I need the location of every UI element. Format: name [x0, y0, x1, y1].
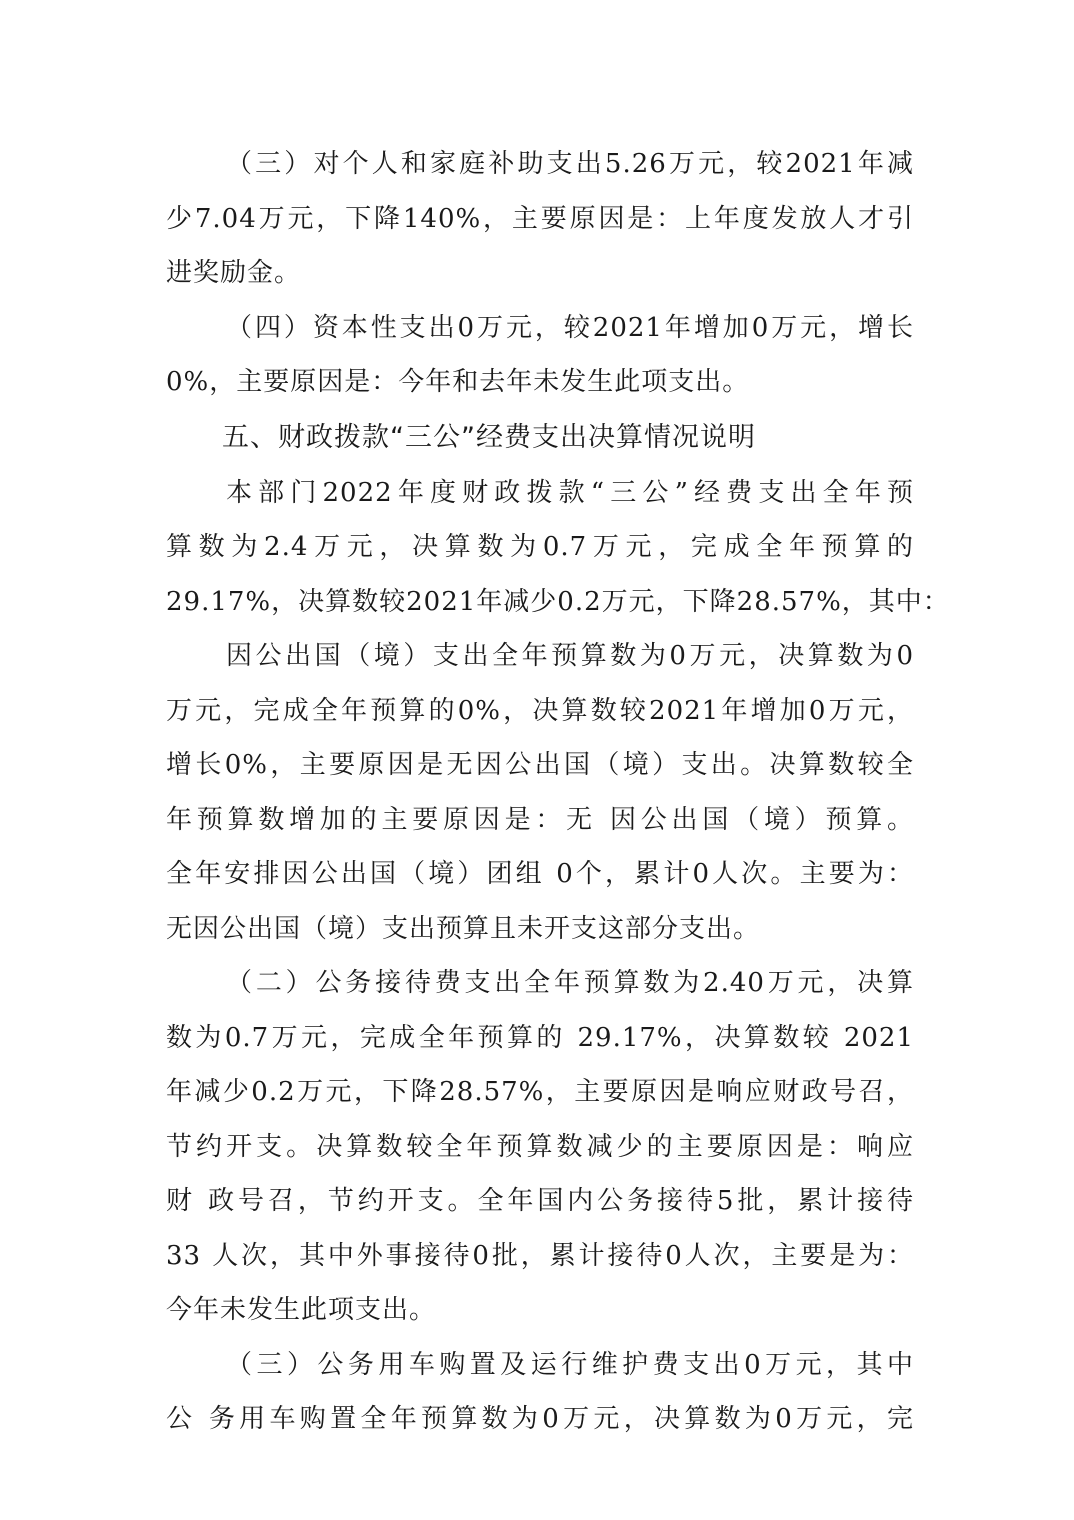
text-line: 进奖励金。	[166, 258, 302, 288]
text-line: （三）公务用车购置及运行维护费支出0万元，其中	[226, 1350, 914, 1380]
text-line: 增长0%，主要原因是无因公出国（境）支出。决算数较全	[166, 750, 914, 780]
text-line: 少7.04万元，下降140%，主要原因是：上年度发放人才引	[166, 204, 914, 234]
text-line: 33 人次，其中外事接待0批，累计接待0人次，主要是为：	[166, 1241, 914, 1271]
text-line: 财 政号召，节约开支。全年国内公务接待5批，累计接待	[166, 1186, 914, 1216]
section-heading: 五、财政拨款“三公”经费支出决算情况说明	[222, 422, 756, 453]
text-line: 0%，主要原因是：今年和去年未发生此项支出。	[166, 367, 750, 397]
text-line: 今年未发生此项支出。	[166, 1295, 437, 1325]
text-line: （三）对个人和家庭补助支出5.26万元，较2021年减	[226, 149, 914, 179]
text-line: （四）资本性支出0万元，较2021年增加0万元，增长	[226, 313, 914, 343]
text-line: 无因公出国（境）支出预算且未开支这部分支出。	[166, 914, 761, 944]
text-line: 算数为2.4万元，决算数为0.7万元，完成全年预算的	[166, 532, 914, 562]
text-line: 数为0.7万元，完成全年预算的 29.17%，决算数较 2021	[166, 1023, 914, 1053]
text-line: 本部门2022年度财政拨款“三公”经费支出全年预	[226, 478, 914, 508]
text-line: （二）公务接待费支出全年预算数为2.40万元，决算	[226, 968, 914, 998]
text-line: 节约开支。决算数较全年预算数减少的主要原因是：响应	[166, 1132, 914, 1162]
text-line: 公 务用车购置全年预算数为0万元，决算数为0万元，完	[166, 1404, 914, 1434]
text-line: 年预算数增加的主要原因是：无 因公出国（境）预算。	[166, 805, 914, 835]
text-line: 全年安排因公出国（境）团组 0个，累计0人次。主要为：	[166, 859, 914, 889]
text-line: 29.17%，决算数较2021年减少0.2万元，下降28.57%，其中：	[166, 587, 950, 617]
text-line: 因公出国（境）支出全年预算数为0万元，决算数为0	[226, 641, 914, 671]
text-line: 万元，完成全年预算的0%，决算数较2021年增加0万元，	[166, 696, 914, 726]
text-line: 年减少0.2万元，下降28.57%，主要原因是响应财政号召，	[166, 1077, 914, 1107]
